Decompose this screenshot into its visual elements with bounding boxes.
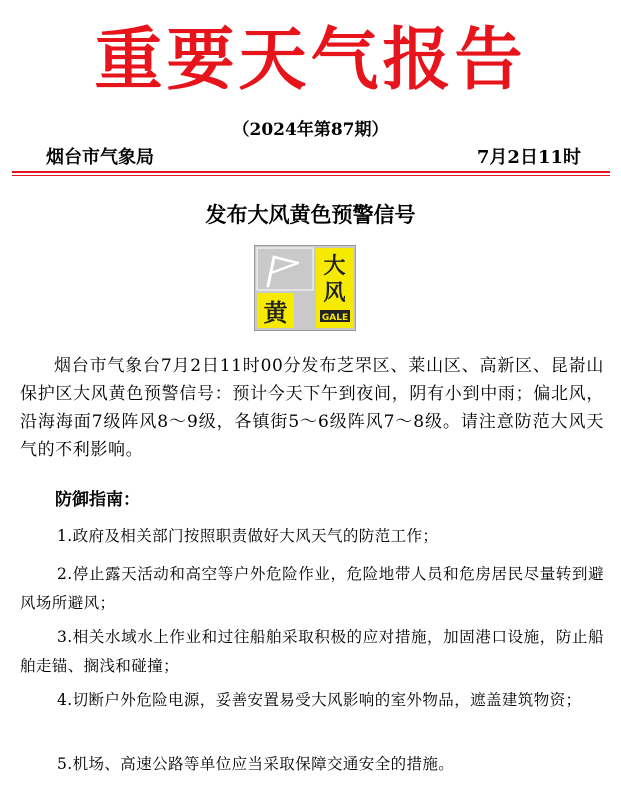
- warning-headline: 发布大风黄色预警信号: [205, 203, 416, 227]
- report-masthead: 重要天气报告: [94, 20, 527, 100]
- badge-char-big: 大: [323, 254, 346, 279]
- badge-char-yellow: 黄: [263, 299, 288, 327]
- badge-english-label: GALE: [321, 313, 349, 323]
- guide-item: 1.政府及相关部门按照职责做好大风天气的防范工作；: [57, 527, 439, 545]
- guide-item: 2.停止露天活动和高空等户外危险作业，危险地带人员和危房居民尽量转到避风场所避风；: [20, 565, 604, 612]
- gale-yellow-warning-icon: [254, 245, 356, 331]
- issue-number: （2024年第87期）: [232, 120, 389, 140]
- defense-guide-title: 防御指南：: [55, 490, 140, 510]
- guide-item: 3.相关水域水上作业和过往船舶采取积极的应对措施，加固港口设施，防止船舶走锚、搁浅和碰撞；: [20, 628, 604, 675]
- guide-item: 5.机场、高速公路等单位应当采取保障交通安全的措施。: [57, 755, 455, 773]
- badge-gap-cell: [295, 293, 315, 328]
- issue-datetime: 7月2日11时: [476, 147, 581, 168]
- guide-item: 4.切断户外危险电源，妥善安置易受大风影响的室外物品，遮盖建筑物资；: [57, 691, 582, 709]
- issuing-organization: 烟台市气象局: [46, 147, 154, 168]
- header-divider-thin: [12, 175, 610, 176]
- header-divider-thick: [12, 171, 610, 173]
- badge-char-wind: 风: [323, 281, 346, 306]
- warning-intro-paragraph: 烟台市气象台7月2日11时00分发布芝罘区、莱山区、高新区、昆嵛山保护区大风黄色预警信号：预计今天下午到夜间，阴有小到中雨；偏北风，沿海海面7级阵风8～9级，各镇街5～6级阵风7～8级。请注意防范大风天气的不利影响。: [20, 356, 604, 460]
